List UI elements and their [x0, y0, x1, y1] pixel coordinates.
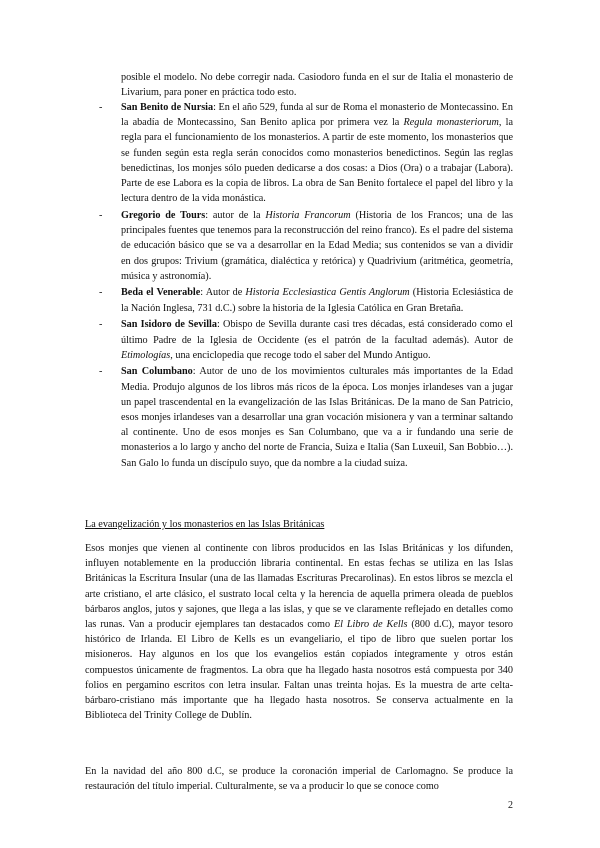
dash-bullet: - — [99, 287, 103, 299]
item-text: (Historia de los Francos; una de las principales fuentes que tenemos para la reconstrucción del reino franco). Es el padre del sistema de educación básico que se va a desarrollar en la Edad Media; sus contenidos se van a dividir en dos grupos: Trivium (gramática, dialéctica y retórica) y Quadrivium (aritmética, geometría, música y astronomía). — [121, 209, 514, 282]
item-name: San Columbano — [121, 366, 193, 378]
authors-list — [85, 100, 513, 472]
item-name: San Isidoro de Sevilla — [121, 319, 217, 331]
body-paragraph: En la navidad del año 800 d.C, se produce la coronación imperial de Carlomagno. Se produce la restauración del título imperial. Culturalmente, se va a producir lo que se conoce como — [85, 766, 513, 793]
continuation-paragraph: posible el modelo. No debe corregir nada. Casiodoro funda en el sur de Italia el monasterio de Livarium, para poner en práctica todo esto. — [121, 72, 513, 99]
list-item — [85, 285, 513, 315]
list-item — [85, 208, 513, 284]
paragraph-text: Esos monjes que vienen al continente con libros producidos en las Islas Británicas y los difunden, influyen notablemente en la producción libraria continental. En estas fechas se utiliza en las Islas Británicas la Escritura Insular (una de las llamadas Escrituras Precarolinas). En estos libros se mezcla el arte cristiano, el arte clásico, el sustrato local celta y la herencia de aquella primera oleada de pueblos bárbaros anglos, jutos y sajones, que llega a las islas, y que se ve claramente reflejado en detalles como las runas. Van a producir ejemplares tan destacados como — [85, 543, 513, 631]
item-text: (Historia Eclesiástica de la Nación Inglesa, 731 d.C.) sobre la historia de la Iglesia Católica en Gran Bretaña. — [121, 287, 513, 314]
item-text: : Autor de uno de los movimientos culturales más importantes de la Edad Media. Produjo algunos de los libros más ricos de la época. Los monjes irlandeses van a jugar un papel trascendental en la evangelización de las Islas Británicas. De la mano de San Patricio, esos monjes irlandeses van a desarrollar una gran vocación misionera y van a terminar saltando al continente. Uno de esos monjes es San Columbano, que va a ir fundando una serie de monasterios a lo largo y ancho del norte de Francia, Suiza e Italia (San Luxeuil, San Bobbio…). San Galo lo funda un discípulo suyo, que da nombre a la ciudad suiza. — [121, 366, 513, 469]
item-italic: Historia Ecclesiastica Gentis Anglorum — [245, 287, 410, 299]
dash-bullet: - — [99, 209, 103, 221]
list-item — [85, 364, 513, 470]
item-text: : Obispo de Sevilla durante casi tres décadas, está considerado como el último Padre de la Iglesia de Occidente (es el patrón de la facultad además). Autor de — [121, 319, 513, 346]
page-number: 2 — [508, 800, 513, 811]
item-text: , la regla para el funcionamiento de los monasterios. A partir de este momento, los monasterios que se funden según esta regla serán conocidos como monasterios benedictinos. Según las reglas benedictinas, los monjes sólo pueden dedicarse a dos cosas: a Dios (Ora) o a trabajar (Labora). Parte de ese Labora es la copia de libros. La obra de San Benito fortalece el papel del libro y la lectura dentro de la vida monástica. — [121, 117, 514, 205]
item-text: : autor de la — [205, 209, 266, 221]
item-italic: Historia Francorum — [265, 209, 351, 221]
list-item — [85, 317, 513, 363]
item-name: Gregorio de Tours — [121, 209, 206, 221]
paragraph-text: (800 d.C), mayor tesoro histórico de Irlanda. El Libro de Kells es un evangeliario, el tipo de libro que suelen portar los misioneros. Hay algunos en los que los evangelios están copiados íntegramente y otros están compuestos únicamente de fragmentos. La obra que ha llegado hasta nosotros está compuesta por 340 folios en pergamino escritos con letra insular. Faltan unas treinta hojas. Es la muestra de arte celta-bárbaro-cristiano más importante que ha llegado hasta nosotros. Se conserva actualmente en la Biblioteca del Trinity College de Dublín. — [85, 619, 513, 722]
dash-bullet: - — [99, 102, 103, 113]
body-paragraph — [85, 541, 513, 723]
item-text: : Autor de — [200, 287, 246, 299]
item-italic: Regula monasteriorum — [403, 117, 499, 129]
dash-bullet: - — [99, 366, 103, 378]
list-item — [85, 100, 513, 206]
section-heading: La evangelización y los monasterios en las Islas Británicas — [85, 519, 325, 530]
item-italic: Etimologías — [121, 349, 171, 361]
item-text: : En el año 529, funda al sur de Roma el monasterio de Montecassino. En la abadía de Montecassino, San Benito aplica por primera vez la — [121, 102, 513, 129]
item-text: , una enciclopedia que recoge todo el saber del Mundo Antiguo. — [170, 349, 431, 361]
item-name: Beda el Venerable — [121, 287, 201, 299]
item-name: San Benito de Nursia — [121, 102, 214, 113]
dash-bullet: - — [99, 319, 103, 331]
book-title: El Libro de Kells — [333, 619, 408, 631]
